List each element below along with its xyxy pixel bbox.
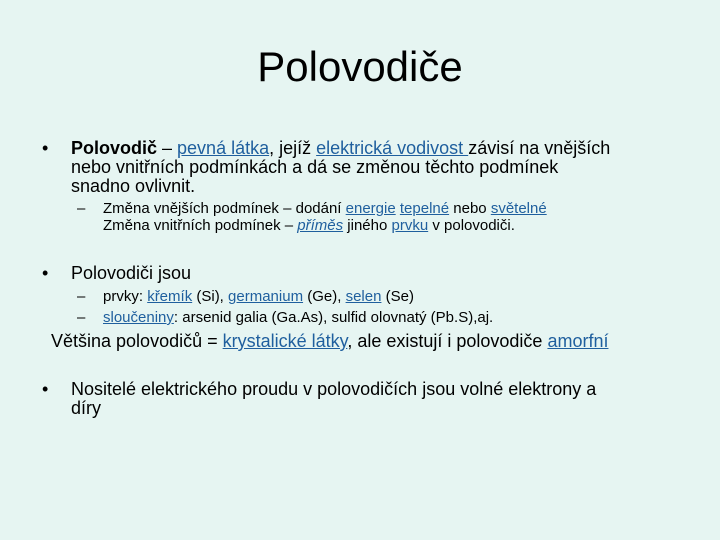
bullet-marker: • [42,138,49,158]
link-primes[interactable]: příměs [297,217,344,234]
text: (Ge), [303,288,346,305]
dash: – [157,138,178,158]
text: závisí na vnějších [468,138,611,158]
link-krystalicke-latky[interactable]: krystalické látky [222,331,348,351]
text: prvky: [103,288,148,305]
slide-title: Polovodiče [257,43,463,90]
term-polovodic: Polovodič [71,138,158,158]
bullet-polovodic-line3: snadno ovlivnit. [71,176,196,196]
link-slouceniny[interactable]: sloučeniny [103,309,174,326]
polovodici-jsou-label: Polovodiči jsou [71,263,192,283]
link-tepelne[interactable]: tepelné [399,200,450,217]
bullet-polovodic-line2: nebo vnitřních podmínkách a dá se změnou těchto podmínek [71,157,559,177]
bullet-marker: • [42,263,49,283]
text: nebo [449,200,491,217]
text: : arsenid galia (Ga.As), sulfid olovnatý (Pb.S),aj. [173,309,494,326]
text: (Si), [192,288,229,305]
text: Změna vnitřních podmínek – [103,217,298,234]
text: (Se) [381,288,414,305]
link-elektricka-vodivost[interactable]: elektrická vodivost [316,138,469,158]
link-pevna-latka[interactable]: pevná látka [177,138,270,158]
link-kremik[interactable]: křemík [147,288,193,305]
text: , ale existují i polovodiče [347,331,548,351]
sub-bullet-marker: – [77,309,86,326]
link-energie[interactable]: energie [345,200,396,217]
bullet-polovodic-line1 [71,139,691,157]
link-germanium[interactable]: germanium [228,288,304,305]
zmena-vnitrnich-line [103,217,703,234]
text: v polovodiči. [428,217,515,234]
text: Většina polovodičů = [51,331,223,351]
link-amorfni[interactable]: amorfní [547,331,609,351]
nositele-line2: díry [71,398,102,418]
text: Změna vnějších podmínek – dodání [103,200,346,217]
prvky-line [103,288,703,305]
text: , jejíž [269,138,317,158]
zmena-vnejsich-line [103,200,703,217]
link-prvku[interactable]: prvku [391,217,429,234]
sub-bullet-marker: – [77,288,86,305]
nositele-line1: Nositelé elektrického proudu v polovodičích jsou volné elektrony a [71,379,597,399]
bullet-marker: • [42,379,49,399]
link-selen[interactable]: selen [345,288,382,305]
slouceniny-line [103,309,703,326]
sub-bullet-marker: – [77,200,86,217]
link-svetelne[interactable]: světelné [490,200,547,217]
vetsina-polovodicu-line [51,330,711,352]
text: jiného [343,217,392,234]
